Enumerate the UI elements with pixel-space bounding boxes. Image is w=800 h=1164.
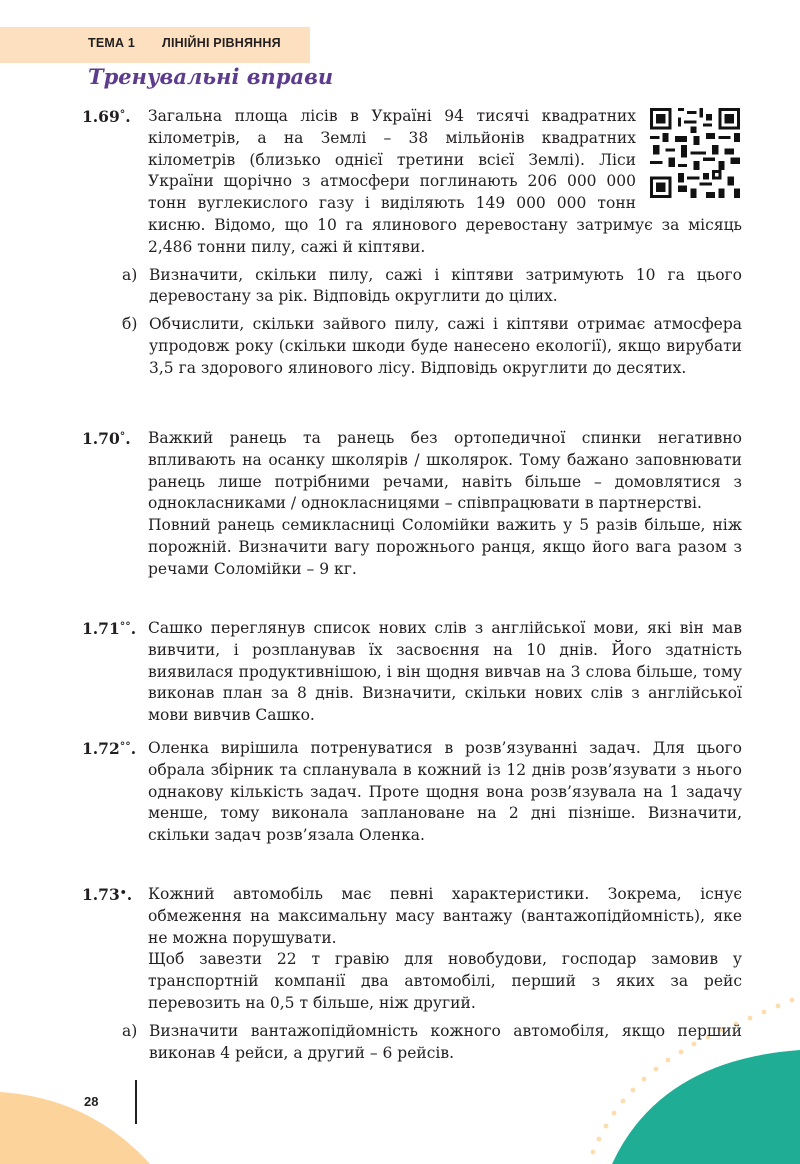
part-text: Визначити вантажопідйомність кожного автомобіля, якщо перший виконав 4 рейси, а другий – 6 рейсів. <box>149 1021 742 1062</box>
exercise-paragraph: Кожний автомобіль має певні характеристики. Зокрема, існує обмеження на максимальну масу вантажу (вантажопідйомність), яке не можна порушувати. <box>148 885 742 947</box>
exercise-paragraph: Загальна площа лісів в Україні 94 тисячі квадратних кілометрів, а на Землі – 38 мільйонів квадратних кілометрів (близько однієї третини всієї Землі). Ліси України щорічно з атмосфери поглинають 206 000 000 тонн вуглекислого газу і виділяють 149 000 000 тонн кисню. Відомо, що 10 га ялинового деревостану затримує за місяць 2,486 тонни пилу, сажі й кіптяви. <box>148 107 742 256</box>
exercise-1-73 <box>82 884 742 1064</box>
exercise-paragraph: Щоб завезти 22 т гравію для новобудови, господар замовив у транспортній компанії два автомобілі, перший з яких за рейс перевозить на 0,5 т більше, ніж другий. <box>148 950 742 1012</box>
exercise-number: 1.71°°. <box>82 619 137 638</box>
exercise-paragraph: Важкий ранець та ранець без ортопедичної спинки негативно впливають на осанку школярів / школярок. Тому бажано заповнювати ранець лише потрібними речами, навіть більше – домовлятися з однокласниками / однокласницями – співпрацювати в партнерстві. <box>148 429 742 513</box>
exercise-number: 1.69°. <box>82 107 131 126</box>
part-letter: б) <box>122 315 138 334</box>
exercise-1-70 <box>82 428 742 581</box>
part-letter: а) <box>122 1021 138 1040</box>
part-letter: а) <box>122 265 138 284</box>
exercise-text <box>148 106 742 259</box>
exercise-text <box>148 884 742 1015</box>
exercise-1-72 <box>82 738 742 847</box>
exercise-text <box>148 738 742 847</box>
exercise-number: 1.72°°. <box>82 739 137 758</box>
page-number: 28 <box>84 1094 99 1109</box>
exercise-paragraph: Повний ранець семикласниці Соломійки важить у 5 разів більше, ніж порожній. Визначити вагу порожнього ранця, якщо його вага разом з речами Соломійки – 9 кг. <box>148 516 742 578</box>
exercise-part-a <box>122 265 742 309</box>
part-text: Обчислити, скільки зайвого пилу, сажі і кіптяви отримає атмосфера упродовж року (скільки шкоди буде нанесено екології), якщо вирубати 3,5 га здорового ялинового лісу. Відповідь округлити до десятих. <box>149 315 742 377</box>
exercise-part-a <box>122 1021 742 1065</box>
page-number-divider <box>135 1080 137 1124</box>
exercise-1-69 <box>82 106 742 380</box>
exercise-text <box>148 428 742 581</box>
exercise-text <box>148 618 742 727</box>
qr-code-icon[interactable] <box>650 108 740 198</box>
exercise-part-b <box>122 314 742 379</box>
exercise-paragraph: Сашко переглянув список нових слів з англійської мови, які він мав вивчити, і розпланував їх засвоєння на 10 днів. Його здатність виявилася продуктивнішою, і він щодня вивчав на 3 слова більше, тому виконав план за 8 днів. Визначити, скільки нових слів з англійської мови вивчив Сашко. <box>148 619 742 725</box>
section-title: Тренувальні вправи <box>88 64 334 89</box>
exercise-1-71 <box>82 618 742 727</box>
part-text: Визначити, скільки пилу, сажі і кіптяви затримують 10 га цього деревостану за рік. Відповідь округлити до цілих. <box>149 265 742 306</box>
exercise-number: 1.70°. <box>82 429 131 448</box>
exercise-number: 1.73•. <box>82 885 133 904</box>
topic-label: ТЕМА 1 <box>88 36 136 50</box>
topic-title: ЛІНІЙНІ РІВНЯННЯ <box>162 36 281 50</box>
exercise-paragraph: Оленка вирішила потренуватися в розв’язуванні задач. Для цього обрала збірник та спланувала в кожний із 12 днів розв’язувати з нього однакову кількість задач. Проте щодня вона розв’язувала на 1 задачу менше, тому виконала заплановане на 2 дні пізніше. Визначити, скільки задач розв’язала Оленка. <box>148 739 742 845</box>
